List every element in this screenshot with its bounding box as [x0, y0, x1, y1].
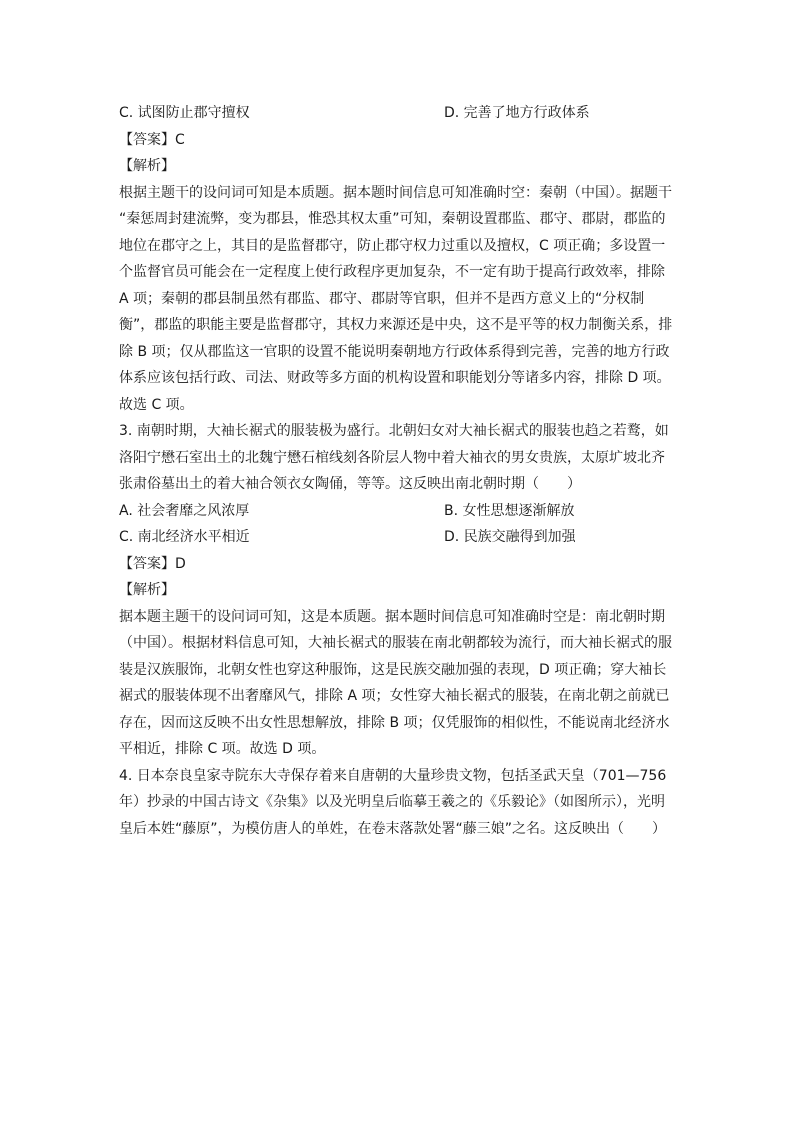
q2-analysis-line: 个监督官员可能会在一定程度上使行政程序更加复杂，不一定有助于提高行政效率，排除 [119, 264, 665, 280]
q3-option-d: D. 民族交融得到加强 [444, 529, 576, 545]
q3-stem-line: 张肃俗墓出土的着大袖合领衣女陶俑，等等。这反映出南北朝时期（ ） [119, 476, 581, 492]
q2-answer: 【答案】C [119, 131, 185, 148]
q3-options-row-ab [119, 498, 679, 525]
q3-analysis-line: 据本题主题干的设问词可知，这是本质题。据本题时间信息可知准确时空是：南北朝时期 [119, 608, 665, 625]
q3-stem [119, 418, 679, 498]
q2-analysis-line: 衡”，郡监的职能主要是监督郡守，其权力来源还是中央，这不是平等的权力制衡关系，排 [119, 317, 673, 333]
q4-stem [119, 763, 679, 843]
q2-option-d: D. 完善了地方行政体系 [444, 105, 590, 121]
page-content [119, 100, 679, 842]
q2-analysis-line: 故选 C 项。 [119, 396, 194, 413]
q3-analysis-line: 裾式的服装体现不出奢靡风气，排除 A 项；女性穿大袖长裾式的服装，在南北朝之前就已 [119, 688, 670, 704]
q2-analysis-line: A 项；秦朝的郡县制虽然有郡监、郡守、郡尉等官职，但并不是西方意义上的“分权制 [119, 290, 645, 307]
q3-analysis-line: 装是汉族服饰，北朝女性也穿这种服饰，这是民族交融加强的表现，D 项正确；穿大袖长 [119, 661, 667, 678]
q3-option-c: C. 南北经济水平相近 [119, 529, 250, 545]
q2-analysis [119, 180, 679, 419]
q4-stem-line: 4. 日本奈良皇家寺院东大寺保存着来自唐朝的大量珍贵文物，包括圣武天皇（701—756 [119, 767, 667, 784]
q2-analysis-line: 根据主题干的设问词可知是本质题。据本题时间信息可知准确时空：秦朝（中国）。据题干 [119, 184, 672, 201]
q2-analysis-line: 除 B 项；仅从郡监这一官职的设置不能说明秦朝地方行政体系得到完善，完善的地方行政 [119, 343, 670, 360]
q3-answer: 【答案】D [119, 555, 186, 572]
q3-stem-line: 3. 南朝时期，大袖长裾式的服装极为盛行。北朝妇女对大袖长裾式的服装也趋之若鹜，如 [119, 423, 669, 439]
q2-analysis-line: 地位在郡守之上，其目的是监督郡守，防止郡守权力过重以及擅权，C 项正确；多设置一 [119, 237, 666, 254]
q3-analysis-label: 【解析】 [119, 582, 175, 598]
q3-option-b: B. 女性思想逐渐解放 [444, 502, 575, 519]
q3-analysis-line: 存在，因而这反映不出女性思想解放，排除 B 项；仅凭服饰的相似性，不能说南北经济水 [119, 714, 670, 731]
q3-analysis-line: 平相近，排除 C 项。故选 D 项。 [119, 741, 326, 757]
q3-analysis-line: （中国）。根据材料信息可知，大袖长裾式的服装在南北朝都较为流行，而大袖长裾式的服 [119, 635, 672, 651]
q2-analysis-line: 体系应该包括行政、司法、财政等多方面的机构设置和职能划分等诸多内容，排除 D 项。 [119, 370, 671, 386]
q3-option-a: A. 社会奢靡之风浓厚 [119, 502, 250, 519]
q3-stem-line: 洛阳宁懋石室出土的北魏宁懋石棺线刻各阶层人物中着大袖衣的男女贵族，太原圹坡北齐 [119, 449, 665, 466]
q3-options-row-cd [119, 524, 679, 551]
q3-analysis [119, 604, 679, 763]
q4-stem-line: 皇后本姓“藤原”，为模仿唐人的单姓，在卷末落款处署“藤三娘”之名。这反映出（ ） [119, 820, 667, 837]
q4-stem-line: 年）抄录的中国古诗文《杂集》以及光明皇后临摹王羲之的《乐毅论》（如图所示），光明 [119, 794, 665, 810]
q2-option-c: C. 试图防止郡守擅权 [119, 105, 250, 121]
q2-analysis-line: “秦惩周封建流弊，变为郡县，惟恐其权太重”可知，秦朝设置郡监、郡守、郡尉，郡监的 [119, 211, 666, 227]
q2-options-row-cd [119, 100, 679, 127]
q2-analysis-label: 【解析】 [119, 158, 175, 174]
